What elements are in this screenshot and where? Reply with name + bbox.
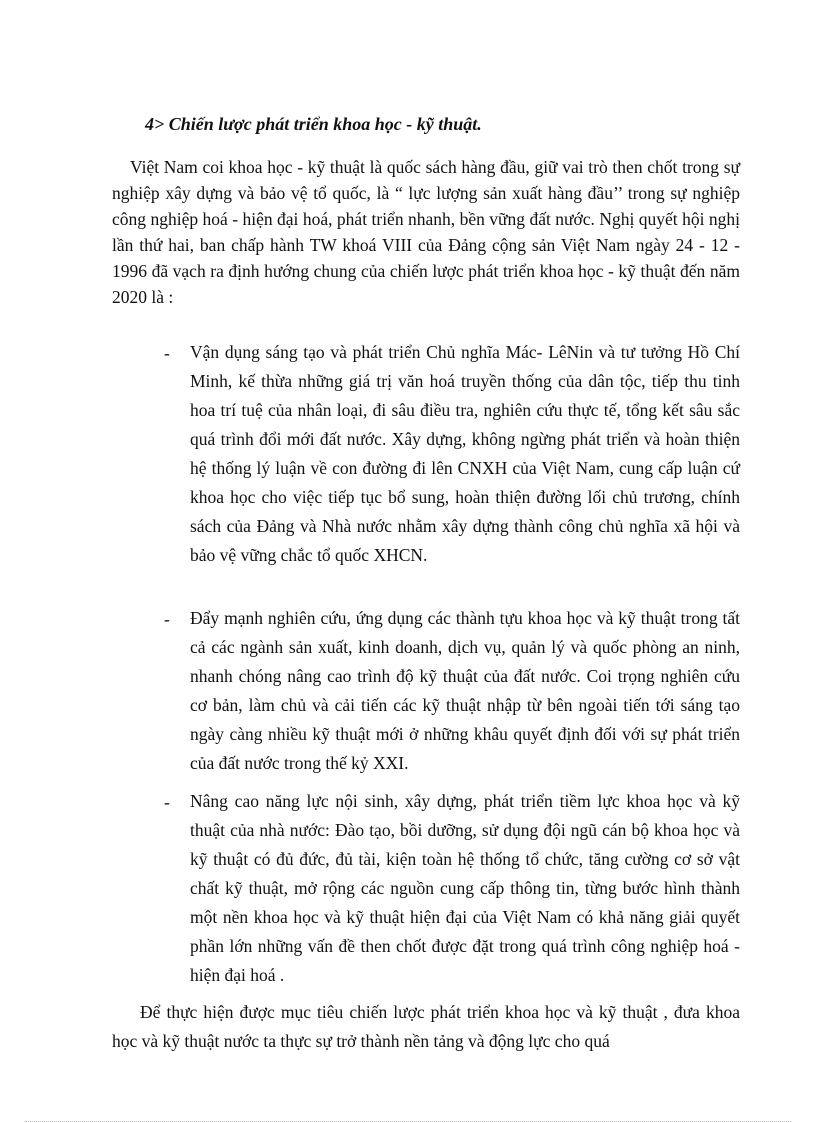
section-heading: 4> Chiến lược phát triển khoa học - kỹ thuật. — [145, 114, 482, 134]
list-item-text: Vận dụng sáng tạo và phát triển Chủ nghĩa Mác- LêNin và tư tưởng Hồ Chí Minh, kế thừa những giá trị văn hoá truyền thống của dân tộc, tiếp thu tinh hoa trí tuệ của nhân loại, đi sâu điều tra, nghiên cứu thực tế, tổng kết sâu sắc quá trình đổi mới đất nước. Xây dựng, không ngừng phát triển và hoàn thiện hệ thống lý luận về con đường đi lên CNXH của Việt Nam, cung cấp luận cứ khoa học cho việc tiếp tục bổ sung, hoàn thiện đường lối chủ trương, chính sách của Đảng và Nhà nước nhằm xây dựng thành công chủ nghĩa xã hội và bảo vệ vững chắc tổ quốc XHCN. — [190, 342, 740, 565]
list-item-text: Nâng cao năng lực nội sinh, xây dựng, phát triển tiềm lực khoa học và kỹ thuật của nhà nước: Đào tạo, bồi dưỡng, sử dụng đội ngũ cán bộ khoa học và kỹ thuật có đủ đức, đủ tài, kiện toàn hệ thống tổ chức, tăng cường cơ sở vật chất kỹ thuật, mở rộng các nguồn cung cấp thông tin, từng bước hình thành một nền khoa học và kỹ thuật hiện đại của Việt Nam có khả năng giải quyết phần lớn những vấn đề then chốt được đặt trong quá trình công nghiệp hoá - hiện đại hoá . — [190, 791, 740, 985]
list-item-text: Đẩy mạnh nghiên cứu, ứng dụng các thành tựu khoa học và kỹ thuật trong tất cả các ngành sản xuất, kinh doanh, dịch vụ, quản lý và quốc phòng an ninh, nhanh chóng nâng cao trình độ kỹ thuật của đất nước. Coi trọng nghiên cứu cơ bản, làm chủ và cải tiến các kỹ thuật nhập từ bên ngoài tiến tới sáng tạo ngày càng nhiều kỹ thuật mới ở những khâu quyết định đối với sự phát triển của đất nước trong thế kỷ XXI. — [190, 608, 740, 773]
bullet-marker: - — [164, 792, 170, 812]
bullet-marker: - — [164, 609, 170, 629]
bullet-marker: - — [164, 343, 170, 363]
intro-paragraph: Việt Nam coi khoa học - kỹ thuật là quốc sách hàng đầu, giữ vai trò then chốt trong sự nghiệp xây dựng và bảo vệ tổ quốc, là “ lực lượng sản xuất hàng đầu’’ trong sự nghiệp công nghiệp hoá - hiện đại hoá, phát triển nhanh, bền vững đất nước. Nghị quyết hội nghị lần thứ hai, ban chấp hành TW khoá VIII của Đảng cộng sản Việt Nam ngày 24 - 12 - 1996 đã vạch ra định hướng chung của chiến lược phát triển khoa học - kỹ thuật đến năm 2020 là : — [112, 157, 740, 307]
page-bottom-divider — [25, 1121, 791, 1122]
closing-paragraph: Để thực hiện được mục tiêu chiến lược phát triển khoa học và kỹ thuật , đưa khoa học và kỹ thuật nước ta thực sự trở thành nền tảng và động lực cho quá — [112, 1002, 740, 1051]
